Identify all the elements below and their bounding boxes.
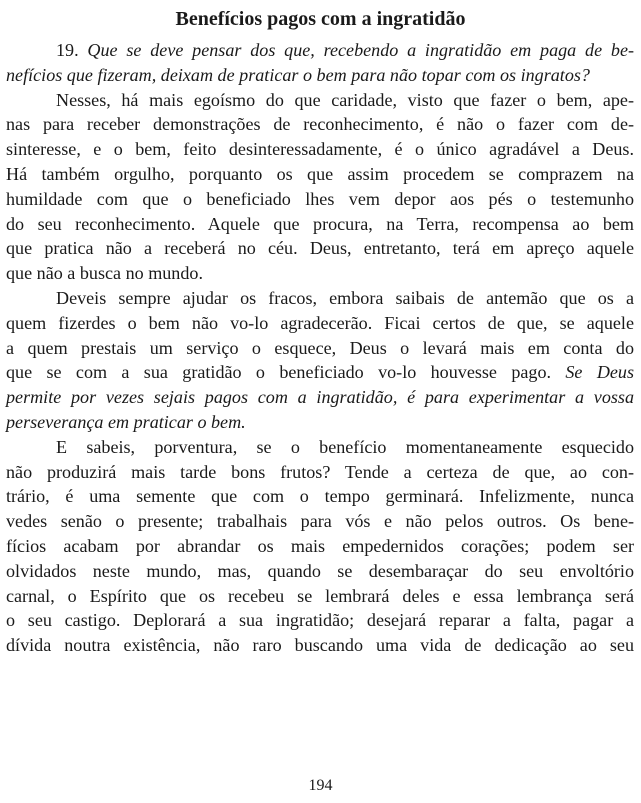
p1-line-4: Há também orgulho, porquanto os que assim procedem se comprazem na bbox=[6, 163, 634, 184]
p2-line-6: perseverança em praticar o bem. bbox=[6, 411, 246, 432]
section-title: Benefícios pagos com a ingratidão bbox=[175, 8, 466, 30]
page-number: 194 bbox=[308, 777, 333, 794]
question-number: 19. bbox=[56, 40, 79, 60]
p2-line-1: Deveis sempre ajudar os fracos, embora saibais de antemão que os a bbox=[56, 287, 634, 308]
p1-line-5: humildade com que o beneficiado lhes vem depor aos pés o testemunho bbox=[6, 188, 634, 209]
p3-line-1: E sabeis, porventura, se o benefício momentaneamente esquecido bbox=[56, 436, 634, 457]
paragraph-3 bbox=[6, 435, 634, 658]
p3-line-7: carnal, o Espírito que os recebeu se lembrará deles e essa lembrança será bbox=[6, 585, 634, 606]
question-paragraph bbox=[6, 38, 634, 88]
question-line-1 bbox=[6, 38, 634, 63]
p2-line-3: a quem prestais um serviço o esquece, Deus o levará mais em conta do bbox=[6, 337, 634, 358]
paragraph-1 bbox=[6, 88, 634, 286]
p1-line-7: que pratica não a receberá no céu. Deus, entretanto, terá em apreço aquele bbox=[6, 238, 634, 259]
p1-line-1: Nesses, há mais egoísmo do que caridade, visto que fazer o bem, ape- bbox=[56, 89, 634, 110]
p3-line-3: trário, é uma semente que com o tempo germinará. Infelizmente, nunca bbox=[6, 486, 634, 507]
body-text bbox=[6, 38, 634, 658]
p1-line-3: sinteresse, e o bem, feito desinteressadamente, é o único agradável a Deus. bbox=[6, 139, 634, 160]
p1-line-2: nas para receber demonstrações de reconhecimento, é não o fazer com de- bbox=[6, 114, 634, 135]
p2-line-4 bbox=[6, 360, 634, 385]
p3-line-6: olvidados neste mundo, mas, quando se desembaraçar do seu envoltório bbox=[6, 560, 634, 581]
p1-line-8: que não a busca no mundo. bbox=[6, 263, 203, 284]
p2-line-2: quem fizerdes o bem não vo-lo agradecerão. Ficai certos de que, se aquele bbox=[6, 312, 634, 333]
p3-line-2: não produzirá mais tarde bons frutos? Tende a certeza de que, ao con- bbox=[6, 461, 634, 482]
p2-italic-start: Se Deus bbox=[551, 362, 635, 383]
p2-line-5: permite por vezes sejais pagos com a ingratidão, é para experimentar a vossa bbox=[6, 387, 634, 408]
p1-line-6: do seu reconhecimento. Aquele que procura, na Terra, recompensa ao bem bbox=[6, 213, 634, 234]
paragraph-2 bbox=[6, 286, 634, 435]
p2-line-4-text: que se com a sua gratidão o beneficiado vo-lo houvesse pago. bbox=[6, 362, 552, 383]
p3-line-5: fícios acabam por abrandar os mais empedernidos corações; podem ser bbox=[6, 535, 634, 556]
p3-line-9: dívida noutra existência, não raro buscando uma vida de dedicação ao seu bbox=[6, 635, 634, 656]
question-line-2: nefícios que fizeram, deixam de praticar o bem para não topar com os ingratos? bbox=[6, 64, 590, 85]
p3-line-8: o seu castigo. Deplorará a sua ingratidão; desejará reparar a falta, pagar a bbox=[6, 610, 634, 631]
p3-line-4: vedes senão o presente; trabalhais para vós e não pelos outros. Os bene- bbox=[6, 511, 634, 532]
question-text-1: Que se deve pensar dos que, recebendo a ingratidão em paga de be- bbox=[78, 40, 634, 60]
